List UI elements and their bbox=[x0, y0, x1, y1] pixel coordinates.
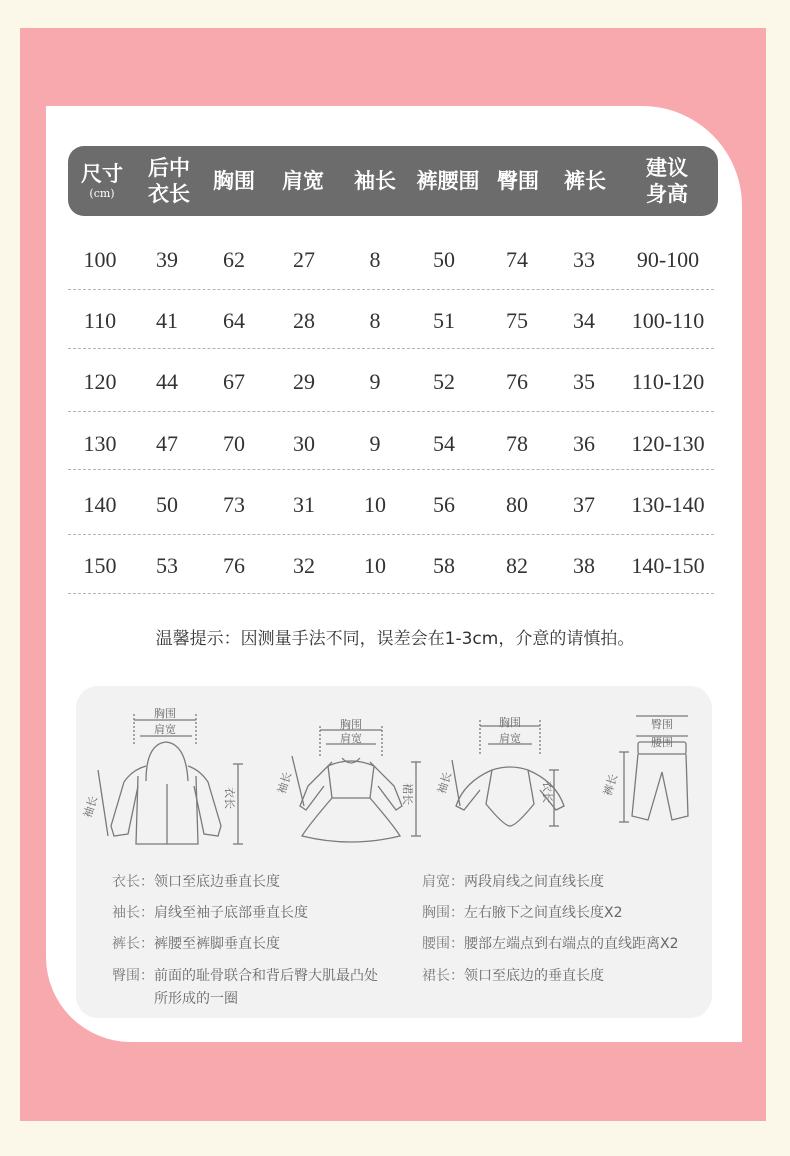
dress-label-sleeve: 袖长 bbox=[275, 770, 295, 796]
table-cell: 58 bbox=[433, 553, 455, 578]
definition-value-cont: 所形成的一圈 bbox=[154, 991, 238, 1007]
table-cell: 29 bbox=[293, 369, 315, 394]
table-cell: 27 bbox=[293, 247, 315, 272]
row-divider bbox=[68, 593, 714, 594]
table-cell: 56 bbox=[433, 492, 455, 517]
header-size bbox=[68, 146, 136, 216]
table-cell: 31 bbox=[293, 492, 315, 517]
definition-item bbox=[112, 871, 280, 894]
header-hip bbox=[488, 146, 548, 216]
definition-item bbox=[422, 871, 604, 894]
header-shoulder bbox=[270, 146, 336, 216]
table-cell: 82 bbox=[506, 553, 528, 578]
header-size-unit: (cm) bbox=[89, 187, 115, 200]
table-cell: 73 bbox=[223, 492, 245, 517]
definition-value: 领口至底边垂直长度 bbox=[154, 874, 280, 890]
romper-label-sleeve: 袖长 bbox=[435, 770, 455, 796]
dress-label-chest: 胸围 bbox=[340, 718, 362, 731]
table-row bbox=[68, 475, 718, 535]
table-cell: 140 bbox=[83, 492, 117, 517]
table-cell: 130-140 bbox=[631, 492, 705, 517]
table-cell: 34 bbox=[573, 308, 595, 333]
definition-item bbox=[112, 965, 378, 1011]
table-cell: 110-120 bbox=[631, 369, 705, 394]
table-cell: 100 bbox=[83, 247, 117, 272]
header-pants-length bbox=[552, 146, 618, 216]
header-height-line2: 身高 bbox=[646, 182, 688, 206]
definition-key: 裤长： bbox=[112, 936, 154, 952]
jacket-label-sleeve: 袖长 bbox=[81, 794, 101, 820]
table-cell: 76 bbox=[506, 369, 528, 394]
table-cell: 37 bbox=[573, 492, 595, 517]
pants-label-length: 裤长 bbox=[601, 772, 621, 798]
dress-label-shoulder: 肩宽 bbox=[340, 732, 362, 745]
table-cell: 51 bbox=[433, 308, 455, 333]
header-sleeve bbox=[342, 146, 408, 216]
definition-item bbox=[422, 965, 604, 988]
definition-item bbox=[422, 933, 679, 956]
table-cell: 28 bbox=[293, 308, 315, 333]
table-cell: 39 bbox=[156, 247, 178, 272]
header-chest bbox=[202, 146, 266, 216]
definition-value: 肩线至袖子底部垂直长度 bbox=[154, 905, 308, 921]
table-cell: 64 bbox=[223, 308, 245, 333]
table-cell: 110 bbox=[83, 308, 117, 333]
romper-label-shoulder: 肩宽 bbox=[499, 732, 521, 745]
definition-key: 腰围： bbox=[422, 936, 464, 952]
table-cell: 33 bbox=[573, 247, 595, 272]
table-row bbox=[68, 536, 718, 596]
table-cell: 74 bbox=[506, 247, 528, 272]
table-cell: 62 bbox=[223, 247, 245, 272]
table-cell: 30 bbox=[293, 431, 315, 456]
row-divider bbox=[68, 534, 714, 535]
table-cell: 9 bbox=[369, 369, 381, 394]
definition-key: 肩宽： bbox=[422, 874, 464, 890]
jacket-label-chest: 胸围 bbox=[154, 707, 176, 720]
definition-value: 裤腰至裤脚垂直长度 bbox=[154, 936, 280, 952]
definition-key: 衣长： bbox=[112, 874, 154, 890]
header-back-length bbox=[136, 146, 202, 216]
definition-value: 领口至底边的垂直长度 bbox=[464, 968, 604, 984]
header-pants-length-label: 裤长 bbox=[564, 169, 606, 193]
table-cell: 8 bbox=[369, 308, 381, 333]
table-cell: 44 bbox=[156, 369, 178, 394]
header-sleeve-label: 袖长 bbox=[354, 169, 396, 193]
table-cell: 100-110 bbox=[631, 308, 705, 333]
table-cell: 38 bbox=[573, 553, 595, 578]
table-cell: 70 bbox=[223, 431, 245, 456]
table-header bbox=[68, 146, 718, 216]
definition-key: 裙长： bbox=[422, 968, 464, 984]
header-height bbox=[630, 146, 704, 216]
definition-key: 胸围： bbox=[422, 905, 464, 921]
header-size-label: 尺寸 bbox=[81, 162, 123, 186]
table-cell: 50 bbox=[156, 492, 178, 517]
definition-item bbox=[112, 933, 280, 956]
table-cell: 35 bbox=[573, 369, 595, 394]
jacket-label-length: 衣长 bbox=[223, 787, 236, 809]
definition-key: 臀围： bbox=[112, 968, 154, 984]
pants-diagram bbox=[619, 716, 688, 822]
table-cell: 120-130 bbox=[631, 431, 705, 456]
romper-label-length: 衣长 bbox=[541, 781, 554, 803]
table-cell: 47 bbox=[156, 431, 178, 456]
table-cell: 80 bbox=[506, 492, 528, 517]
definition-value: 前面的耻骨联合和背后臀大肌最凸处 bbox=[154, 968, 378, 984]
jacket-label-shoulder: 肩宽 bbox=[154, 723, 176, 736]
table-row bbox=[68, 291, 718, 351]
definition-item bbox=[422, 902, 623, 925]
table-cell: 90-100 bbox=[636, 247, 700, 272]
header-back-length-line2: 衣长 bbox=[148, 182, 190, 206]
romper-label-chest: 胸围 bbox=[499, 716, 521, 729]
measurement-guide bbox=[76, 686, 712, 1018]
header-pants-waist-label: 裤腰围 bbox=[416, 169, 480, 193]
header-height-line1: 建议 bbox=[646, 156, 688, 180]
table-cell: 67 bbox=[223, 369, 245, 394]
table-cell: 52 bbox=[433, 369, 455, 394]
table-cell: 120 bbox=[83, 369, 117, 394]
table-cell: 36 bbox=[573, 431, 595, 456]
table-cell: 130 bbox=[83, 431, 117, 456]
header-back-length-line1: 后中 bbox=[148, 156, 190, 180]
table-cell: 32 bbox=[293, 553, 315, 578]
definition-item bbox=[112, 902, 308, 925]
row-divider bbox=[68, 348, 714, 349]
table-cell: 41 bbox=[156, 308, 178, 333]
table-cell: 76 bbox=[223, 553, 245, 578]
definition-value: 腰部左端点到右端点的直线距离X2 bbox=[464, 936, 679, 952]
table-cell: 50 bbox=[433, 247, 455, 272]
table-row bbox=[68, 230, 718, 290]
table-row bbox=[68, 352, 718, 412]
header-chest-label: 胸围 bbox=[213, 169, 255, 193]
pants-label-hip: 臀围 bbox=[651, 718, 673, 731]
pants-label-waist: 腰围 bbox=[651, 736, 673, 749]
table-cell: 8 bbox=[369, 247, 381, 272]
table-cell: 10 bbox=[364, 492, 386, 517]
header-hip-label: 臀围 bbox=[497, 169, 539, 193]
header-pants-waist bbox=[408, 146, 488, 216]
row-divider bbox=[68, 411, 714, 412]
row-divider bbox=[68, 469, 714, 470]
table-cell: 54 bbox=[433, 431, 455, 456]
table-cell: 150 bbox=[83, 553, 117, 578]
table-cell: 53 bbox=[156, 553, 178, 578]
measurement-note: 温馨提示：因测量手法不同，误差会在1-3cm，介意的请慎拍。 bbox=[155, 629, 635, 649]
table-cell: 75 bbox=[506, 308, 528, 333]
table-cell: 9 bbox=[369, 431, 381, 456]
table-row bbox=[68, 414, 718, 474]
definition-value: 左右腋下之间直线长度X2 bbox=[464, 905, 623, 921]
table-cell: 10 bbox=[364, 553, 386, 578]
header-shoulder-label: 肩宽 bbox=[282, 169, 324, 193]
dress-label-skirt-length: 裙长 bbox=[401, 783, 414, 805]
table-cell: 140-150 bbox=[631, 553, 705, 578]
definition-key: 袖长： bbox=[112, 905, 154, 921]
definition-value: 两段肩线之间直线长度 bbox=[464, 874, 604, 890]
table-cell: 78 bbox=[506, 431, 528, 456]
row-divider bbox=[68, 289, 714, 290]
